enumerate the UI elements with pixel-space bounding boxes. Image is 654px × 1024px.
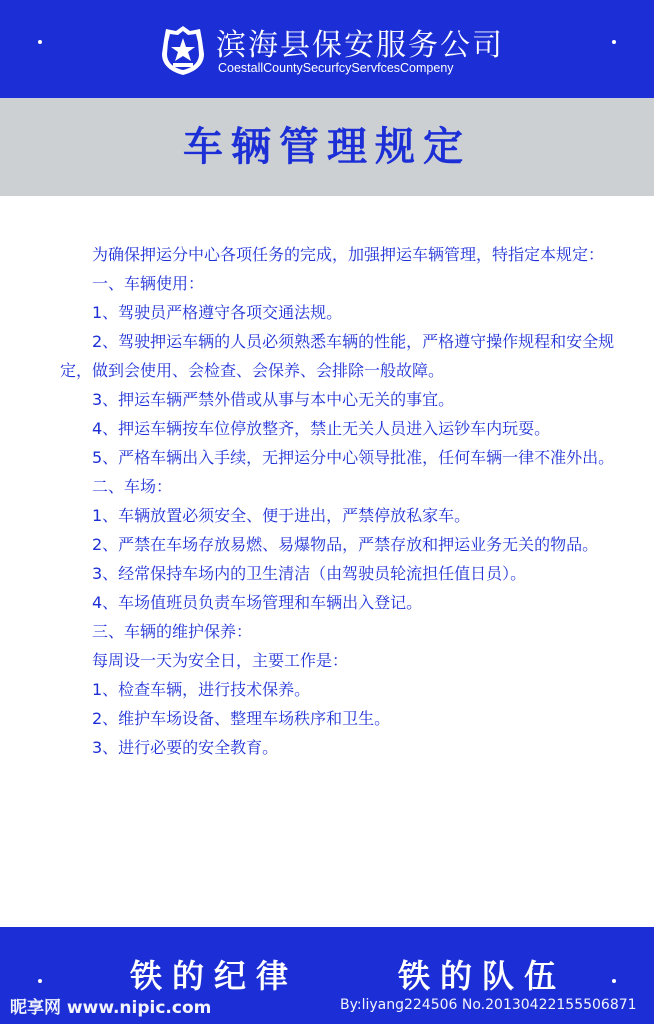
header-banner: [0, 0, 654, 98]
rule-item: 3、进行必要的安全教育。: [92, 738, 279, 757]
section-heading: 二、车场：: [92, 477, 173, 496]
footer-banner: [0, 927, 654, 1024]
section-intro: 每周设一天为安全日，主要工作是：: [92, 651, 349, 670]
rule-item: 5、严格车辆出入手续，无押运分中心领导批准，任何车辆一律不准外出。: [92, 448, 615, 467]
section-heading: 一、车辆使用：: [92, 274, 205, 293]
rule-item: 2、维护车场设备、整理车场秩序和卫生。: [92, 709, 391, 728]
rule-item: 1、驾驶员严格遵守各项交通法规。: [92, 303, 343, 322]
company-name-en: CoestallCountySecurfcyServfcesCompeny: [218, 61, 454, 75]
police-badge-icon: [160, 24, 206, 76]
rule-item: 3、押运车辆严禁外借或从事与本中心无关的事宜。: [92, 390, 455, 409]
company-name-cn: 滨海县保安服务公司: [216, 28, 504, 63]
rule-item: 1、检查车辆，进行技术保养。: [92, 680, 311, 699]
rule-item: 4、押运车辆按车位停放整齐，禁止无关人员进入运钞车内玩耍。: [92, 419, 551, 438]
section-heading: 三、车辆的维护保养：: [92, 622, 253, 641]
watermark-author: By:liyang224506 No.20130422155506871: [340, 997, 637, 1013]
decor-dot: [612, 40, 616, 44]
intro-paragraph: 为确保押运分中心各项任务的完成，加强押运车辆管理，特指定本规定：: [92, 245, 605, 264]
rule-item: 3、经常保持车场内的卫生清洁（由驾驶员轮流担任值日员）。: [92, 564, 527, 583]
slogan-discipline: 铁的纪律: [130, 957, 299, 995]
rule-item: 1、车辆放置必须安全、便于进出，严禁停放私家车。: [92, 506, 471, 525]
rule-item: 2、严禁在车场存放易燃、易爆物品，严禁存放和押运业务无关的物品。: [92, 535, 599, 554]
decor-dot: [38, 40, 42, 44]
decor-dot: [612, 979, 616, 983]
slogan-team: 铁的队伍: [398, 957, 567, 995]
rule-item: 4、车场值班员负责车场管理和车辆出入登记。: [92, 593, 423, 612]
page-title: 车辆管理规定: [183, 124, 471, 170]
regulation-body: [60, 240, 630, 762]
rule-item: 2、驾驶押运车辆的人员必须熟悉车辆的性能，严格遵守操作规程和安全规定，做到会使用、会检查、会保养、会排除一般故障。: [60, 332, 615, 380]
watermark-site: 昵享网 www.nipic.com: [10, 998, 212, 1018]
decor-dot: [38, 979, 42, 983]
title-band: [0, 98, 654, 196]
